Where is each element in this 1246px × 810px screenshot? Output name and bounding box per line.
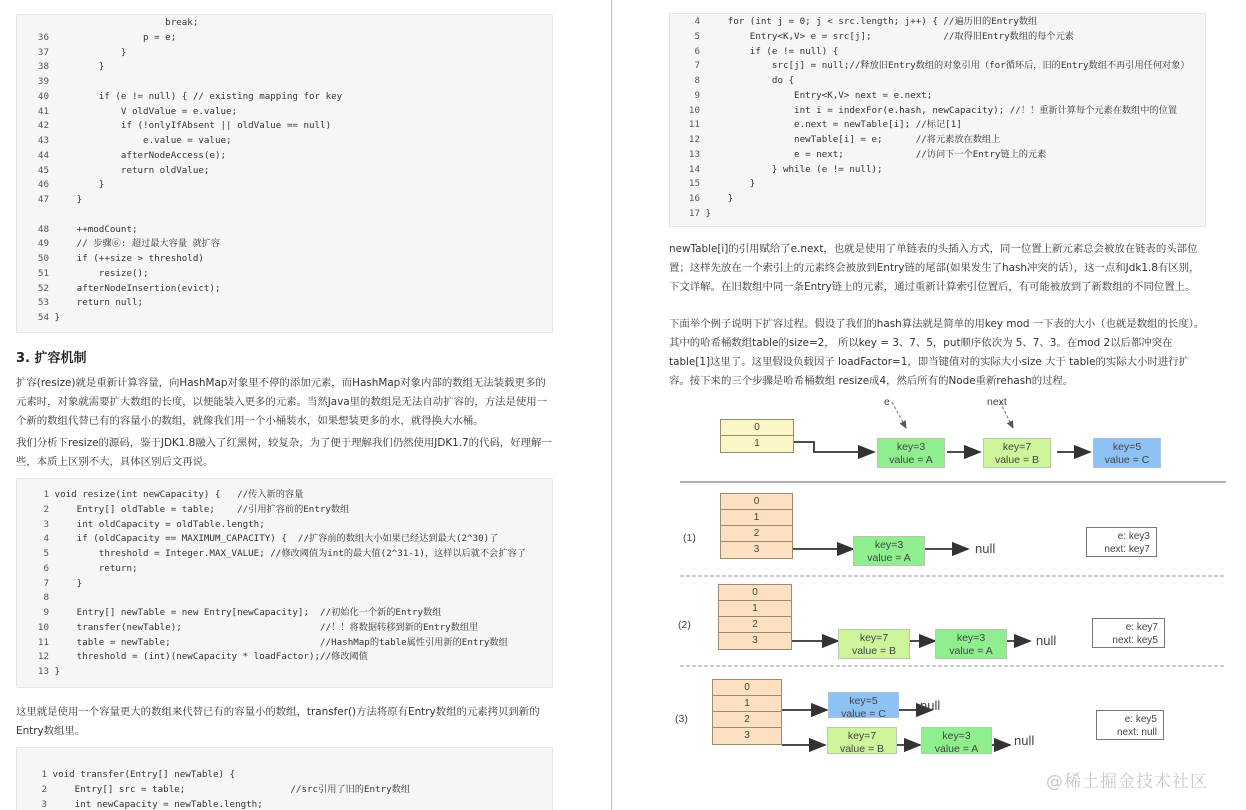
- code-text: Entry[] oldTable = table; //引用扩容前的Entry数组: [54, 503, 350, 515]
- line-number: 11: [688, 119, 700, 131]
- line-number: 16: [688, 193, 700, 204]
- state-box: [1086, 527, 1157, 557]
- line-number: 43: [37, 135, 49, 146]
- node-key3: [877, 438, 945, 468]
- table-slot: 3: [753, 544, 760, 555]
- code-line: [678, 30, 1205, 45]
- table-slot: 1: [721, 510, 792, 526]
- state-next: next: key7: [1104, 544, 1150, 555]
- step3-table: [712, 679, 782, 745]
- code-block-putval-tail: [16, 14, 553, 333]
- line-number: 7: [694, 60, 700, 72]
- code-text: if (!onlyIfAbsent || oldValue == null): [54, 120, 332, 132]
- line-number: 9: [43, 607, 49, 618]
- node-key5: [1093, 438, 1161, 468]
- line-number: 15: [688, 178, 700, 190]
- line-number: 9: [694, 89, 700, 101]
- node-key: key=3: [874, 539, 904, 551]
- paragraph-head-insert: newTable[i]的引用赋给了e.next，也就是使用了单链表的头插入方式，同一位置上新元素总会被放在链表的头部位置；这样先放在一个索引上的元素终会被放到Entry链的尾部(如果发生了hash冲突的话），这一点和Jdk1.8有区别，下文详解。在旧数组中同一条Entry链上的元素，通过重新计算索引位置后，有可能被放到了新数组的不同位置上。: [669, 243, 1200, 293]
- paragraph-resize-example: 下面举个例子说明下扩容过程。假设了我们的hash算法就是简单的用key mod 一下表的大小（也就是数组的长度）。其中的哈希桶数组table的size=2， 所以key = 3、7、5，put顺序依次为 5、7、3。在mod 2以后都冲突在table[1]这里了。这里假设负载因子 loadFactor=1，即当键值对的实际大小size 大于 table的实际大小时进行扩容。接下来的三个步骤是哈希桶数组 resize成4，然后所有的Node重新rehash的过程。: [669, 318, 1205, 387]
- step2-table: [718, 584, 792, 650]
- code-text: }: [705, 193, 734, 204]
- node-value: value = A: [889, 454, 933, 466]
- line-number: 4: [43, 533, 49, 545]
- state-e: e: key3: [1117, 531, 1150, 542]
- code-text: if (e != null) {: [705, 45, 839, 57]
- node-key3: [853, 536, 925, 566]
- table-slot: 1: [713, 696, 781, 712]
- code-text: void resize(int newCapacity) { //传入新的容量: [54, 489, 304, 500]
- code-text: if (++size > threshold): [54, 253, 204, 264]
- code-line: [678, 59, 1205, 74]
- line-number: 52: [37, 282, 49, 294]
- code-text: Entry<K,V> e = src[j]; //取得旧Entry数组的每个元素: [705, 30, 1074, 42]
- code-text: Entry[] src = table; //src引用了旧的Entry数组: [52, 783, 411, 795]
- table-slot: 1: [719, 601, 791, 617]
- line-number: 13: [688, 148, 700, 160]
- line-number: 10: [37, 621, 49, 633]
- node-key: key=5: [1112, 441, 1142, 453]
- code-text: if (oldCapacity == MAXIMUM_CAPACITY) { //扩容前的数组大小如果已经达到最大(2^30)了: [54, 533, 499, 545]
- code-line: [678, 177, 1205, 192]
- left-page: [0, 0, 611, 810]
- line-number: 1: [43, 489, 49, 500]
- code-line: [27, 149, 552, 164]
- code-text: return;: [54, 562, 138, 574]
- code-line: [27, 31, 552, 46]
- code-line: [27, 547, 552, 562]
- line-number: 6: [43, 562, 49, 574]
- line-number: 3: [41, 798, 47, 810]
- line-number: 46: [37, 179, 49, 191]
- code-line: [27, 193, 552, 208]
- code-line: [27, 105, 552, 120]
- code-block-resize: [16, 478, 553, 688]
- table-slot: 0: [719, 585, 791, 601]
- code-line: [678, 15, 1205, 30]
- node-value: value = C: [1104, 454, 1150, 466]
- code-text: V oldValue = e.value;: [54, 105, 238, 117]
- code-line: [678, 104, 1205, 119]
- code-text: afterNodeInsertion(evict);: [54, 282, 221, 294]
- code-text: Entry[] newTable = new Entry[newCapacity]; //初始化一个新的Entry数组: [54, 607, 442, 618]
- code-line: [27, 60, 552, 75]
- code-line: [27, 16, 552, 31]
- node-value: value = C: [841, 708, 886, 720]
- step-label: (3): [675, 713, 688, 725]
- node-key3: [921, 727, 992, 754]
- code-text: for (int j = 0; j < src.length; j++) { //遍历旧的Entry数组: [705, 16, 1038, 27]
- code-line: [27, 518, 552, 533]
- paragraph-transfer-intro: 这里就是使用一个容量更大的数组来代替已有的容量小的数组，transfer()方法将原有Entry数组的元素拷贝到新的Entry数组里。: [16, 706, 540, 737]
- code-line: [678, 133, 1205, 148]
- node-key7: [838, 629, 910, 659]
- table-slot: 0: [721, 420, 793, 436]
- node-key5: [828, 692, 899, 718]
- line-number: 38: [37, 61, 49, 73]
- code-line: [27, 606, 552, 621]
- paragraph-resize-intro: 扩容(resize)就是重新计算容量，向HashMap对象里不停的添加元素，而HashMap对象内部的数组无法装载更多的元素时，对象就需要扩大数组的长度，以便能装入更多的元素。当然Java里的数组是无法自动扩容的，方法是使用一个新的数组代替已有的容量小的数组，就像我们用一个小桶装水，如果想装更多的水，就得换大水桶。: [16, 377, 548, 427]
- code-line: [25, 783, 552, 798]
- paragraph-resize-source: 我们分析下resize的源码，鉴于JDK1.8融入了红黑树，较复杂，为了便于理解我们仍然使用JDK1.7的代码，好理解一些，本质上区别不大，具体区别后文再说。: [16, 437, 552, 468]
- code-line: [27, 503, 552, 518]
- step-label: (1): [683, 532, 696, 544]
- line-number: 3: [43, 518, 49, 530]
- line-number: 45: [37, 164, 49, 176]
- null-label: null: [1014, 733, 1035, 748]
- code-block-transfer-body: [669, 13, 1206, 227]
- table-slot: 3: [752, 635, 758, 646]
- code-text: e.next = newTable[i]; //标记[1]: [705, 119, 962, 131]
- initial-table: [720, 419, 794, 453]
- line-number: 12: [688, 134, 700, 145]
- node-key: key=7: [1002, 441, 1032, 453]
- node-key7: [827, 727, 897, 754]
- line-number: 51: [37, 267, 49, 279]
- code-text: }: [54, 179, 105, 191]
- step1-table: [720, 493, 793, 559]
- code-text: afterNodeAccess(e);: [54, 149, 227, 161]
- line-number: 13: [37, 666, 49, 677]
- rehash-diagram: [670, 390, 1230, 810]
- state-next: next: null: [1116, 727, 1157, 738]
- code-line: [27, 223, 552, 238]
- step-label: (2): [678, 619, 691, 631]
- code-line: [678, 89, 1205, 104]
- code-text: e = next; //访问下一个Entry链上的元素: [705, 148, 1047, 160]
- code-text: newTable[i] = e; //将元素放在数组上: [705, 134, 1001, 145]
- node-key7: [983, 438, 1051, 468]
- node-key: key=5: [849, 695, 878, 707]
- code-text: }: [705, 178, 756, 190]
- line-number: 11: [37, 636, 49, 648]
- line-number: 47: [37, 194, 49, 205]
- code-text: int i = indexFor(e.hash, newCapacity); //！！重新计算每个元素在数组中的位置: [705, 104, 1178, 116]
- line-number: 54: [37, 312, 49, 323]
- node-key3: [935, 629, 1007, 659]
- code-line: [678, 192, 1205, 207]
- line-number: 14: [688, 163, 700, 175]
- code-line: [27, 178, 552, 193]
- code-line: [678, 163, 1205, 178]
- code-line: [27, 577, 552, 592]
- line-number: 36: [37, 31, 49, 43]
- node-value: value = B: [994, 454, 1040, 466]
- code-text: ++modCount;: [54, 223, 138, 235]
- line-number: 1: [41, 769, 47, 780]
- node-value: value = B: [839, 743, 885, 755]
- code-text: threshold = (int)(newCapacity * loadFactor);//修改阈值: [54, 651, 368, 663]
- code-line: [27, 650, 552, 665]
- code-line: [27, 296, 552, 311]
- code-text: }: [54, 46, 127, 58]
- code-line: [27, 532, 552, 547]
- code-text: e.value = value;: [54, 135, 232, 146]
- line-number: 6: [694, 45, 700, 57]
- table-slot: 2: [719, 617, 791, 633]
- code-line: [678, 45, 1205, 60]
- pointer-next-label: next: [987, 396, 1007, 408]
- line-number: 37: [37, 46, 49, 58]
- code-text: break;: [54, 17, 199, 28]
- watermark: @稀土掘金技术社区: [1046, 772, 1208, 792]
- line-number: 5: [43, 548, 49, 559]
- code-line: [27, 119, 552, 134]
- null-label: null: [920, 698, 941, 713]
- code-text: }: [54, 194, 83, 205]
- code-text: resize();: [54, 267, 149, 279]
- state-box: [1096, 710, 1164, 740]
- node-value: value = A: [949, 645, 993, 657]
- table-slot: 0: [713, 680, 781, 696]
- code-line: [678, 74, 1205, 89]
- code-line: [678, 148, 1205, 163]
- code-line: [678, 118, 1205, 133]
- node-key: key=7: [859, 632, 889, 644]
- pointer-e-label: e: [884, 396, 890, 408]
- code-line: [27, 665, 552, 680]
- code-line: [27, 591, 552, 606]
- code-line: [27, 562, 552, 577]
- line-number: 53: [37, 297, 49, 309]
- state-e: e: key5: [1124, 714, 1157, 725]
- line-number: 8: [43, 592, 49, 604]
- table-slot: 0: [721, 494, 792, 510]
- line-number: 12: [37, 651, 49, 663]
- code-text: } while (e != null);: [705, 163, 883, 175]
- table-slot: 2: [721, 526, 792, 542]
- null-label: null: [975, 541, 996, 556]
- line-number: 2: [41, 783, 47, 795]
- line-number: 50: [37, 253, 49, 264]
- code-text: }: [54, 666, 61, 677]
- line-number: 7: [43, 577, 49, 589]
- table-slot: 2: [713, 712, 781, 728]
- code-text: do {: [705, 75, 795, 86]
- code-line: [25, 768, 552, 783]
- code-line: [27, 267, 552, 282]
- code-line: [27, 90, 552, 105]
- code-line: [27, 636, 552, 651]
- table-slot: 1: [754, 438, 760, 449]
- line-number: 49: [37, 238, 49, 250]
- code-line: [27, 164, 552, 179]
- node-key: key=3: [942, 730, 971, 742]
- null-label: null: [1036, 633, 1057, 648]
- code-text: transfer(newTable); //！！将数据转移到新的Entry数组里: [54, 621, 479, 633]
- code-text: if (e != null) { // existing mapping for key: [54, 90, 343, 102]
- line-number: 17: [688, 207, 700, 219]
- state-e: e: key7: [1125, 622, 1158, 633]
- line-number: 42: [37, 120, 49, 132]
- line-number: 41: [37, 105, 49, 117]
- node-value: value = B: [851, 645, 897, 657]
- code-text: return null;: [54, 297, 144, 309]
- code-line: [25, 798, 552, 810]
- code-text: p = e;: [54, 31, 177, 43]
- state-box: [1092, 618, 1165, 648]
- line-number: 40: [37, 90, 49, 102]
- code-text: }: [54, 61, 105, 73]
- code-line: [27, 311, 552, 326]
- code-text: return oldValue;: [54, 164, 210, 176]
- code-line: [27, 237, 552, 252]
- code-text: int newCapacity = newTable.length;: [52, 798, 263, 810]
- line-number: 10: [688, 104, 700, 116]
- section-heading: 3. 扩容机制: [16, 351, 87, 366]
- state-next: next: key5: [1112, 635, 1158, 646]
- code-line: [678, 207, 1205, 222]
- line-number: 39: [37, 76, 49, 87]
- line-number: 2: [43, 503, 49, 515]
- code-line: [27, 282, 552, 297]
- code-line: [27, 621, 552, 636]
- node-value: value = A: [934, 743, 979, 755]
- code-text: src[j] = null;//释放旧Entry数组的对象引用（for循环后，旧的Entry数组不再引用任何对象）: [705, 60, 1190, 72]
- code-line: [27, 208, 552, 223]
- line-number: 4: [694, 16, 700, 27]
- code-text: void transfer(Entry[] newTable) {: [52, 769, 236, 780]
- code-text: table = newTable; //HashMap的table属性引用新的Entry数组: [54, 636, 508, 648]
- code-line: [27, 134, 552, 149]
- node-key: key=3: [956, 632, 986, 644]
- code-line: [27, 75, 552, 90]
- node-value: value = A: [867, 552, 911, 564]
- line-number: 5: [694, 30, 700, 42]
- code-text: int oldCapacity = oldTable.length;: [54, 518, 265, 530]
- line-number: 44: [37, 149, 49, 161]
- code-block-transfer-head: [16, 747, 553, 810]
- code-text: }: [705, 207, 712, 219]
- code-line: [27, 252, 552, 267]
- code-line: [27, 488, 552, 503]
- code-text: }: [54, 577, 83, 589]
- code-text: threshold = Integer.MAX_VALUE; //修改阈值为int的最大值(2^31-1)，这样以后就不会扩容了: [54, 548, 526, 559]
- line-number: 48: [37, 223, 49, 235]
- code-text: // 步骤⑥: 超过最大容量 就扩容: [54, 238, 221, 250]
- code-text: Entry<K,V> next = e.next;: [705, 89, 933, 101]
- table-slot: 3: [744, 730, 750, 741]
- code-text: }: [54, 312, 61, 323]
- code-line: [27, 46, 552, 61]
- node-key: key=3: [896, 441, 926, 453]
- line-number: 8: [694, 75, 700, 86]
- node-key: key=7: [847, 730, 877, 742]
